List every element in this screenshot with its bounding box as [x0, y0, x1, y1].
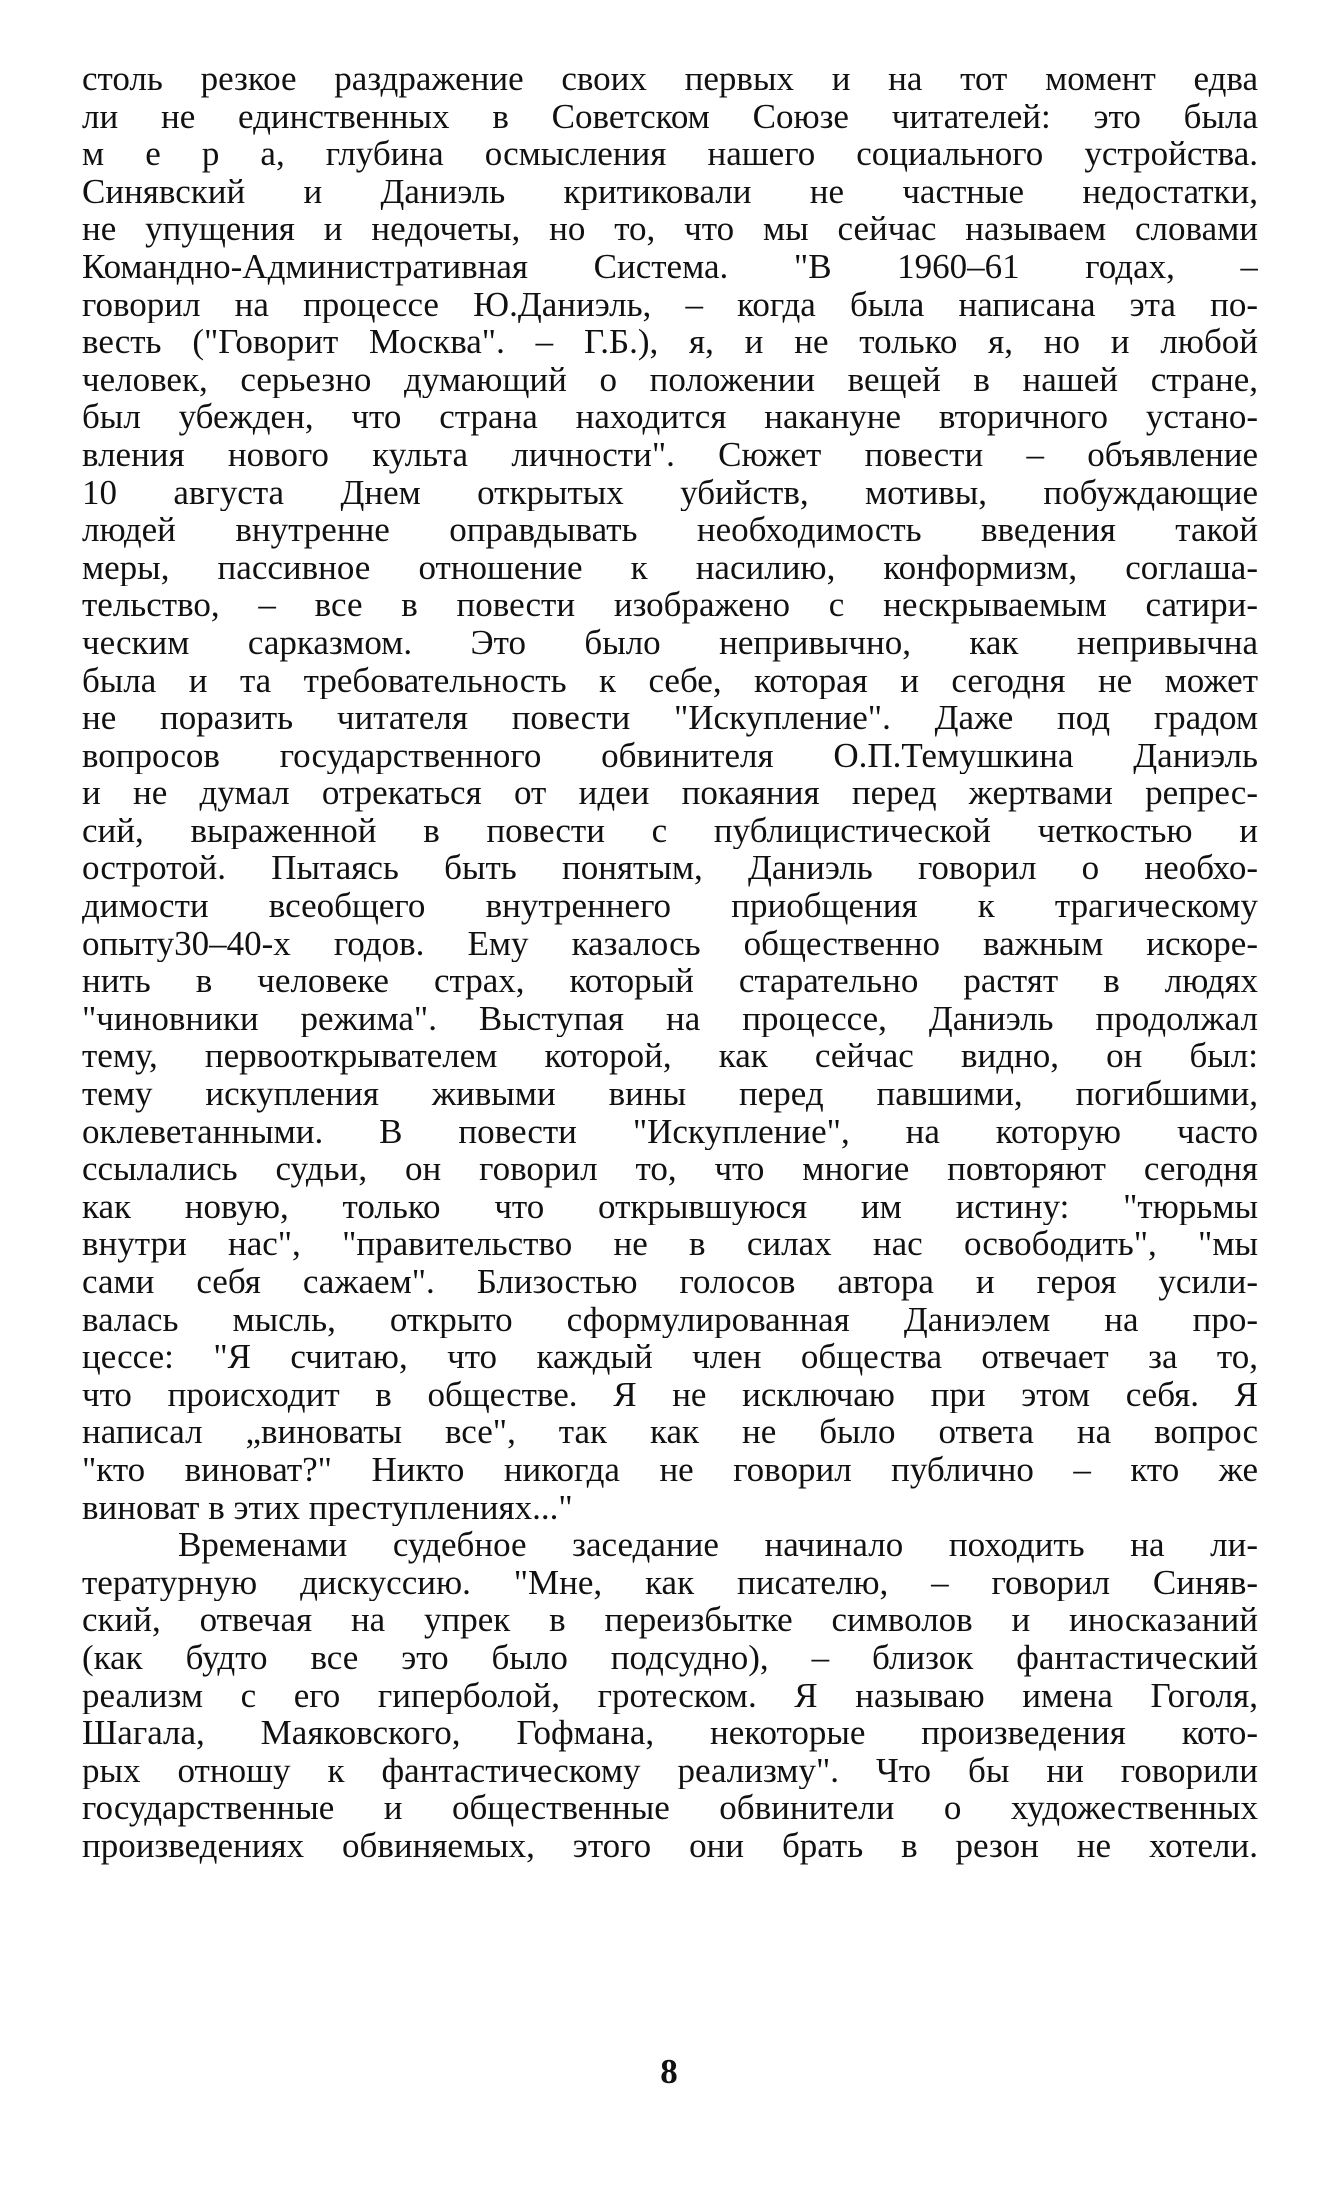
text-line: тельство, – все в повести изображено с нескрываемым сатири-	[82, 586, 1258, 624]
page-body	[82, 60, 1258, 1865]
text-line: тему искупления живыми вины перед павшими, погибшими,	[82, 1075, 1258, 1113]
text-line: людей внутренне оправдывать необходимость введения такой	[82, 511, 1258, 549]
text-line: внутри нас", "правительство не в силах нас освободить", "мы	[82, 1225, 1258, 1263]
text-line: меры, пассивное отношение к насилию, конформизм, соглаша-	[82, 548, 1258, 587]
text-line: говорил на процессе Ю.Даниэль, – когда была написана эта по-	[82, 285, 1258, 324]
text-line: рых отношу к фантастическому реализму". Что бы ни говорили	[82, 1751, 1258, 1790]
text-line: Командно-Административная Система. "В 1960–61 годах, –	[82, 247, 1258, 286]
page-number: 8	[660, 2052, 678, 2091]
text-line: цессе: "Я считаю, что каждый член общества отвечает за то,	[82, 1338, 1258, 1376]
paragraph-1	[82, 60, 1258, 1526]
text-line: виноват в этих преступлениях..."	[82, 1488, 573, 1527]
text-line: человек, серьезно думающий о положении вещей в нашей стране,	[82, 360, 1258, 399]
text-line: м е р а, глубина осмысления нашего социального устройства.	[82, 135, 1258, 173]
text-line: реализм с его гиперболой, гротеском. Я называю имена Гоголя,	[82, 1676, 1258, 1715]
text-line: (как будто все это было подсудно), – близок фантастический	[82, 1638, 1258, 1677]
paragraph-2	[82, 1526, 1258, 1864]
text-line: тему, первооткрывателем которой, как сейчас видно, он был:	[82, 1037, 1258, 1076]
text-line: 10 августа Днем открытых убийств, мотивы, побуждающие	[82, 473, 1258, 512]
text-line: ский, отвечая на упрек в переизбытке символов и иносказаний	[82, 1601, 1258, 1639]
text-line: "кто виноват?" Никто никогда не говорил публично – кто же	[82, 1450, 1258, 1489]
text-line: Временами судебное заседание начинало походить на ли-	[178, 1526, 1258, 1564]
text-line: ссылались судьи, он говорил то, что многие повторяют сегодня	[82, 1150, 1258, 1188]
text-line: Шагала, Маяковского, Гофмана, некоторые произведения кото-	[82, 1714, 1258, 1752]
text-line: Синявский и Даниэль критиковали не частные недостатки,	[82, 172, 1258, 211]
text-line: ли не единственных в Советском Союзе читателей: это была	[82, 97, 1258, 136]
text-line: нить в человеке страх, который старательно растят в людях	[82, 962, 1258, 1000]
text-line: произведениях обвиняемых, этого они брать в резон не хотели.	[82, 1826, 1258, 1865]
text-line: сами себя сажаем". Близостью голосов автора и героя усили-	[82, 1263, 1258, 1301]
text-line: написал „виноваты все", так как не было ответа на вопрос	[82, 1413, 1258, 1451]
text-line: государственные и общественные обвинители о художественных	[82, 1789, 1258, 1827]
text-line: валась мысль, открыто сформулированная Даниэлем на про-	[82, 1300, 1258, 1339]
text-line: димости всеобщего внутреннего приобщения к трагическому	[82, 887, 1258, 925]
text-line: опыту30–40-х годов. Ему казалось общественно важным искоре-	[82, 924, 1258, 963]
text-line: была и та требовательность к себе, которая и сегодня не может	[82, 661, 1258, 700]
text-line: вопросов государственного обвинителя О.П.Темушкина Даниэль	[82, 736, 1258, 775]
text-line: был убежден, что страна находится накануне вторичного устано-	[82, 398, 1258, 436]
text-line: сий, выраженной в повести с публицистической четкостью и	[82, 811, 1258, 850]
text-line: оклеветанными. В повести "Искупление", на которую часто	[82, 1112, 1258, 1151]
text-line: что происходит в обществе. Я не исключаю при этом себя. Я	[82, 1375, 1258, 1414]
text-line: остротой. Пытаясь быть понятым, Даниэль говорил о необхо-	[82, 849, 1258, 888]
text-line: весть ("Говорит Москва". – Г.Б.), я, и не только я, но и любой	[82, 323, 1258, 361]
text-line: вления нового культа личности". Сюжет повести – объявление	[82, 435, 1258, 474]
text-line: и не думал отрекаться от идеи покаяния перед жертвами репрес-	[82, 774, 1258, 812]
text-line: не поразить читателя повести "Искупление". Даже под градом	[82, 699, 1258, 737]
text-line: тературную дискуссию. "Мне, как писателю, – говорил Синяв-	[82, 1563, 1258, 1602]
text-line: не упущения и недочеты, но то, что мы сейчас называем словами	[82, 210, 1258, 248]
text-line: ческим сарказмом. Это было непривычно, как непривычна	[82, 623, 1258, 662]
text-line: как новую, только что открывшуюся им истину: "тюрьмы	[82, 1187, 1258, 1226]
text-line: столь резкое раздражение своих первых и на тот момент едва	[82, 60, 1258, 98]
text-line: "чиновники режима". Выступая на процессе, Даниэль продолжал	[82, 999, 1258, 1038]
